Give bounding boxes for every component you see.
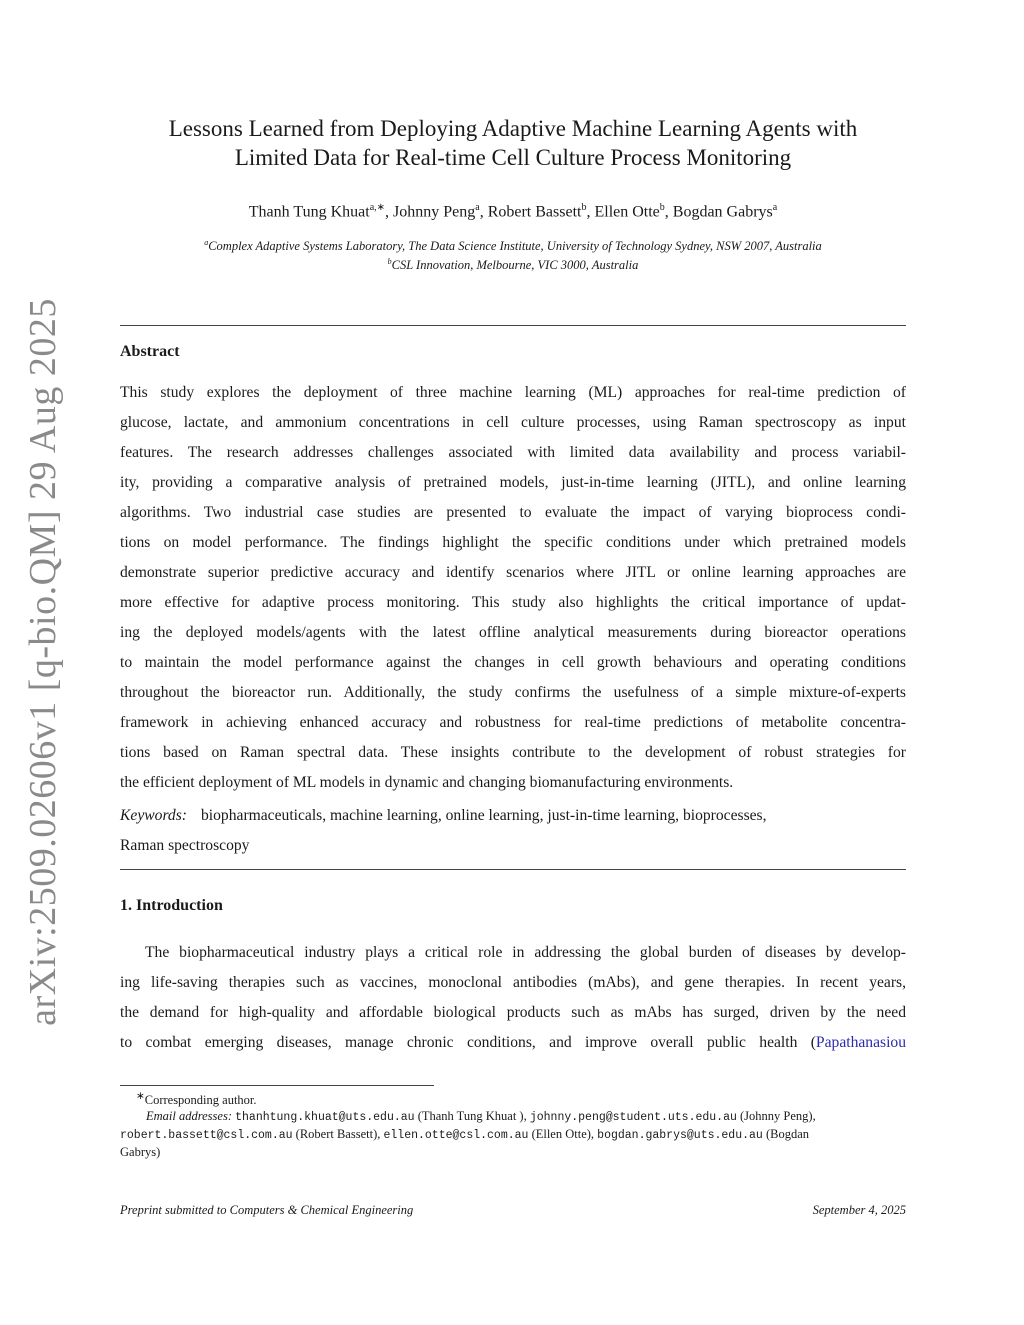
affiliation-text: Complex Adaptive Systems Laboratory, The Data Science Institute, University of Technology Sydney, NSW 2007, Australia [208, 239, 822, 254]
author-name: Ellen Otte [594, 203, 660, 221]
keywords-line-1: biopharmaceuticals, machine learning, online learning, just-in-time learning, bioprocesses, [201, 807, 767, 824]
author-list: Thanh Tung Khuat$^{a,∗}$, Johnny Peng$^a$, Robert Bassett$^b$, Ellen Otte$^b$, Bogdan Gabrys$^a$ [248, 202, 778, 221]
title-line-1: Lessons Learned from Deploying Adaptive Machine Learning Agents with [168, 116, 858, 141]
author-affiliation-mark: a [475, 202, 480, 213]
email-link[interactable]: robert.bassett@csl.com.au [120, 1129, 293, 1143]
corresponding-text: Corresponding author. [144, 1093, 257, 1108]
abstract-line: framework in achieving enhanced accuracy and robustness for real-time predictions of metabolite concentra- [120, 714, 906, 731]
email-label: Email addresses: [146, 1109, 232, 1124]
preprint-note: Preprint submitted to Computers & Chemical Engineering [120, 1203, 414, 1217]
keywords [120, 801, 906, 861]
keywords-line-2: Raman spectroscopy [120, 837, 250, 854]
author-name: Johnny Peng [393, 203, 476, 221]
abstract-line: more effective for adaptive process monitoring. This study also highlights the critical importance of updat- [120, 594, 906, 611]
introduction-body [120, 938, 906, 1058]
abstract-line: tions based on Raman spectral data. These insights contribute to the development of robust strategies for [120, 744, 906, 761]
affiliation-text: CSL Innovation, Melbourne, VIC 3000, Australia [391, 258, 639, 273]
abstract-line: ity, providing a comparative analysis of pretrained models, just-in-time learning (JITL), and online learning [120, 474, 906, 491]
abstract-bottom-rule [120, 869, 906, 870]
intro-line: the demand for high-quality and affordable biological products such as mAbs has surged, driven by the need [120, 1004, 906, 1021]
email-owner: (Robert Bassett), [295, 1127, 381, 1142]
abstract-line: tions on model performance. The findings highlight the specific conditions under which pretrained models [120, 534, 906, 551]
corresponding-mark: ∗ [136, 1091, 145, 1102]
citation-link[interactable]: Papathanasiou [815, 1034, 906, 1051]
affiliation-mark: a [204, 238, 209, 247]
title-line-2: Limited Data for Real-time Cell Culture Process Monitoring [234, 145, 792, 170]
intro-line-last [120, 1028, 906, 1058]
email-link[interactable]: thanhtung.khuat@uts.edu.au [235, 1111, 415, 1125]
email-owner: (Thanh Tung Khuat ), [417, 1109, 527, 1124]
email-owner: (Bogdan [765, 1127, 809, 1142]
email-link[interactable]: bogdan.gabrys@uts.edu.au [597, 1129, 763, 1143]
abstract-line: This study explores the deployment of three machine learning (ML) approaches for real-time prediction of [120, 384, 906, 401]
footnotes [120, 1089, 906, 1160]
affiliations [120, 235, 906, 273]
abstract-line: glucose, lactate, and ammonium concentrations in cell culture processes, using Raman spectroscopy as input [120, 414, 906, 431]
affiliation-b [120, 254, 906, 273]
email-link[interactable]: ellen.otte@csl.com.au [383, 1129, 529, 1143]
affiliation-a [120, 235, 906, 254]
email-addresses [120, 1108, 906, 1126]
email-addresses-cont [120, 1126, 906, 1144]
paper-title [120, 114, 906, 172]
intro-line-text: to combat emerging diseases, manage chronic conditions, and improve overall public health ( [120, 1034, 816, 1051]
abstract-line: algorithms. Two industrial case studies are presented to evaluate the impact of varying bioprocess condi- [120, 504, 906, 521]
corresponding-author-note [120, 1089, 906, 1108]
abstract-line: ing the deployed models/agents with the latest offline analytical measurements during bioreactor operations [120, 624, 906, 641]
abstract-line: to maintain the model performance against the changes in cell growth behaviours and operating conditions [120, 654, 906, 671]
email-tail: Gabrys) [120, 1145, 161, 1160]
author-affiliation-mark: a,∗ [369, 202, 386, 213]
author-affiliation-mark: b [659, 202, 665, 213]
preprint-date: September 4, 2025 [812, 1203, 906, 1217]
email-owner: (Ellen Otte), [531, 1127, 595, 1142]
author-name: Robert Bassett [487, 203, 582, 221]
keywords-label: Keywords: [120, 807, 187, 824]
author-affiliation-mark: b [581, 202, 587, 213]
author-affiliation-mark: a [772, 202, 778, 213]
footnote-rule [120, 1085, 434, 1086]
abstract-line: the efficient deployment of ML models in dynamic and changing biomanufacturing environments. [120, 774, 734, 791]
intro-line: The biopharmaceutical industry plays a critical role in addressing the global burden of diseases by develop- [145, 944, 906, 961]
arxiv-identifier[interactable]: arXiv:2509.02606v1 [q-bio.QM] 29 Aug 2025 [22, 298, 64, 1026]
intro-line: ing life-saving therapies such as vaccines, monoclonal antibodies (mAbs), and gene therapies. In recent years, [120, 974, 906, 991]
abstract-line: demonstrate superior predictive accuracy and identify scenarios where JITL or online learning approaches are [120, 564, 906, 581]
author-name: Bogdan Gabrys [672, 203, 773, 221]
introduction-heading: 1. Introduction [120, 897, 223, 914]
email-link[interactable]: johnny.peng@student.uts.edu.au [529, 1111, 737, 1125]
abstract-line: throughout the bioreactor run. Additionally, the study confirms the usefulness of a simple mixture-of-experts [120, 684, 906, 701]
abstract-line: features. The research addresses challenges associated with limited data availability and process variabil- [120, 444, 906, 461]
abstract-heading: Abstract [120, 343, 180, 360]
abstract-body [120, 378, 906, 798]
abstract-top-rule [120, 325, 906, 326]
affiliation-mark: b [387, 257, 392, 267]
author-name: Thanh Tung Khuat [248, 203, 370, 221]
email-owner: (Johnny Peng), [740, 1109, 816, 1124]
